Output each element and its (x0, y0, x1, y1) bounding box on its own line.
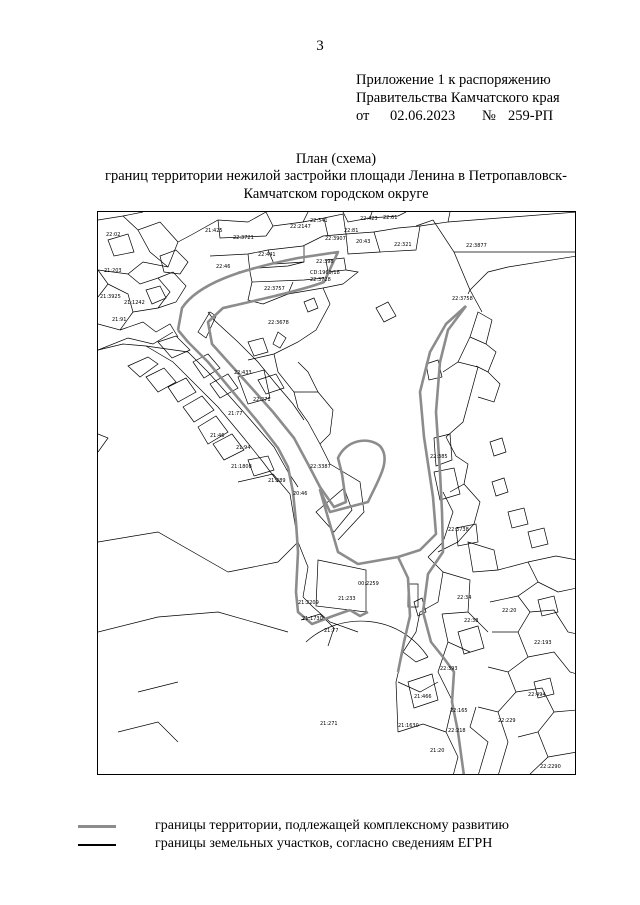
parcel-boundary (98, 434, 108, 452)
parcel-label: 21:94 (236, 445, 251, 451)
parcel-boundary (476, 344, 496, 372)
parcel-boundary (528, 556, 576, 562)
parcel-boundary (538, 596, 558, 616)
parcel-boundary (98, 532, 228, 572)
parcel-label: 21:425 (205, 228, 223, 234)
parcel-label: 22:2290 (540, 764, 561, 770)
parcel-boundary (420, 212, 450, 226)
parcel-boundary (198, 416, 228, 444)
parcel-label: 22:393 (440, 666, 458, 672)
parcel-label: 21:77 (324, 628, 339, 634)
parcel-boundary (128, 357, 158, 377)
parcel-label: 21:3925 (100, 294, 121, 300)
parcel-label: 21:91 (112, 317, 127, 323)
parcel-label: 22:61 (383, 215, 398, 221)
parcel-label: 21:1730 (302, 616, 323, 622)
cadastral-map (97, 211, 576, 775)
parcel-boundary (298, 542, 308, 597)
parcel-label: 22:3877 (466, 243, 487, 249)
parcel-label: 22:3907 (325, 236, 346, 242)
parcel-boundary (470, 707, 488, 775)
parcel-boundary (183, 396, 214, 422)
parcel-boundary (458, 626, 484, 654)
appendix-date: 02.06.2023 (390, 108, 456, 124)
parcel-boundary (120, 322, 178, 337)
parcel-label: 22:321 (394, 242, 412, 248)
parcel-boundary (374, 226, 420, 252)
parcel-boundary (434, 468, 460, 500)
parcel-label: 22:20 (502, 608, 517, 614)
parcel-label: 22:02 (106, 232, 121, 238)
parcel-boundary (470, 256, 576, 290)
parcel-labels (100, 215, 561, 770)
parcel-boundary (98, 612, 288, 632)
parcel-boundaries (98, 212, 576, 775)
parcel-label: 22:46 (216, 264, 231, 270)
appendix-line-2: Правительства Камчатского края (356, 90, 560, 106)
parcel-boundary (168, 378, 196, 402)
plan-title: План (схема) (295, 151, 377, 167)
parcel-boundary (193, 354, 220, 378)
parcel-boundary (258, 374, 284, 394)
parcel-label: 22:193 (534, 640, 552, 646)
parcel-boundary (538, 582, 576, 592)
parcel-label: 22:81 (344, 228, 359, 234)
territory-boundary-line (398, 557, 410, 672)
parcel-label: 22:165 (450, 708, 468, 714)
parcel-label: 21:2209 (298, 600, 319, 606)
parcel-label: 22:423 (360, 216, 378, 222)
parcel-label: 22:433 (234, 370, 252, 376)
parcel-boundary (98, 344, 298, 487)
parcel-label: 21:46 (210, 433, 225, 439)
parcel-boundary (492, 478, 508, 496)
parcel-boundary (306, 621, 428, 657)
parcel-boundary (478, 672, 516, 712)
parcel-boundary (398, 652, 438, 692)
parcel-boundary (443, 362, 478, 437)
parcel-label: 22:341 (310, 218, 328, 224)
territory-boundary-line (178, 330, 350, 624)
parcel-boundary (470, 312, 492, 344)
parcel-label: 00:2259 (358, 581, 379, 587)
parcel-label: 22:34 (457, 595, 472, 601)
parcel-boundary (294, 392, 333, 444)
parcel-boundary (118, 682, 178, 742)
parcel-label: 22:385 (430, 454, 448, 460)
parcel-label: 20:43 (356, 239, 371, 245)
parcel-boundary (304, 298, 318, 312)
plan-subtitle-line-2: Камчатском городском округе (243, 186, 429, 202)
parcel-boundary (488, 632, 528, 672)
parcel-label: 22:38 (464, 618, 479, 624)
parcel-label: 22:271 (253, 397, 271, 403)
parcel-boundary (298, 362, 318, 392)
parcel-label: 21:1630 (398, 723, 419, 729)
parcel-boundary (343, 270, 358, 284)
parcel-boundary (208, 312, 304, 420)
parcel-boundary (442, 572, 470, 614)
parcel-boundary (160, 250, 188, 274)
parcel-boundary (146, 368, 176, 392)
parcel-boundary (548, 752, 576, 757)
parcel-boundary (273, 332, 286, 348)
parcel-label: 21:20 (430, 748, 445, 754)
parcel-boundary (274, 354, 330, 464)
parcel-label: 21:466 (414, 694, 432, 700)
legend-parcel-boundary-swatch (78, 844, 116, 846)
parcel-boundary (416, 220, 470, 294)
parcel-boundary (446, 437, 468, 492)
legend-parcel-boundary-label: границы земельных участков, согласно сведениям ЕГРН (155, 836, 493, 851)
appendix-number: 259-РП (508, 108, 554, 124)
parcel-boundary (468, 542, 498, 572)
parcel-label: 22:494 (528, 692, 546, 698)
parcel-label: 21:289 (268, 478, 286, 484)
parcel-label: 22:2147 (290, 224, 311, 230)
parcel-boundary (528, 652, 576, 674)
parcel-boundary (248, 338, 268, 356)
parcel-label: 20:46 (293, 491, 308, 497)
page-number: 3 (316, 38, 324, 54)
parcel-boundary (478, 372, 500, 402)
parcel-boundary (490, 438, 506, 456)
parcel-label: 22:3758 (452, 296, 473, 302)
legend-territory-boundary-label: границы территории, подлежащей комплексному развитию (155, 818, 509, 833)
appendix-number-sign: № (482, 108, 496, 124)
parcel-boundary (554, 710, 576, 712)
plan-subtitle-line-1: границ территории нежилой застройки площади Ленина в Петропавловск- (105, 168, 567, 184)
parcel-boundary (508, 508, 528, 528)
parcel-label: 22:441 (258, 252, 276, 258)
parcel-boundary (528, 528, 548, 548)
parcel-label: 21:233 (338, 596, 356, 602)
parcel-label: 22:3721 (233, 235, 254, 241)
parcel-label: 22:3387 (310, 464, 331, 470)
parcel-label: 21:271 (320, 721, 338, 727)
parcel-label: 22:3738 (448, 527, 469, 533)
appendix-line-1: Приложение 1 к распоряжению (356, 72, 551, 88)
parcel-label: 22:3678 (268, 320, 289, 326)
parcel-label: 22:398 (316, 259, 334, 265)
parcel-boundary (228, 474, 298, 572)
parcel-label: 22:229 (498, 718, 516, 724)
parcel-label: 22:218 (448, 728, 466, 734)
parcel-label: CD:1969/18 (310, 270, 340, 276)
appendix-from-label: от (356, 108, 370, 124)
parcel-label: 21:1242 (124, 300, 145, 306)
parcel-boundary (490, 562, 538, 602)
legend-territory-boundary-swatch (78, 825, 116, 828)
parcel-label: 21:77 (228, 411, 243, 417)
parcel-label: 21:203 (104, 268, 122, 274)
territory-boundary-line (178, 252, 466, 564)
parcel-label: 22:3757 (264, 286, 285, 292)
parcel-boundary (408, 674, 438, 708)
parcel-label: 22:3728 (310, 277, 331, 283)
cadastral-map-drawing (98, 212, 576, 775)
parcel-boundary (492, 596, 530, 632)
parcel-boundary (376, 302, 396, 322)
parcel-label: 21:1808 (231, 464, 252, 470)
